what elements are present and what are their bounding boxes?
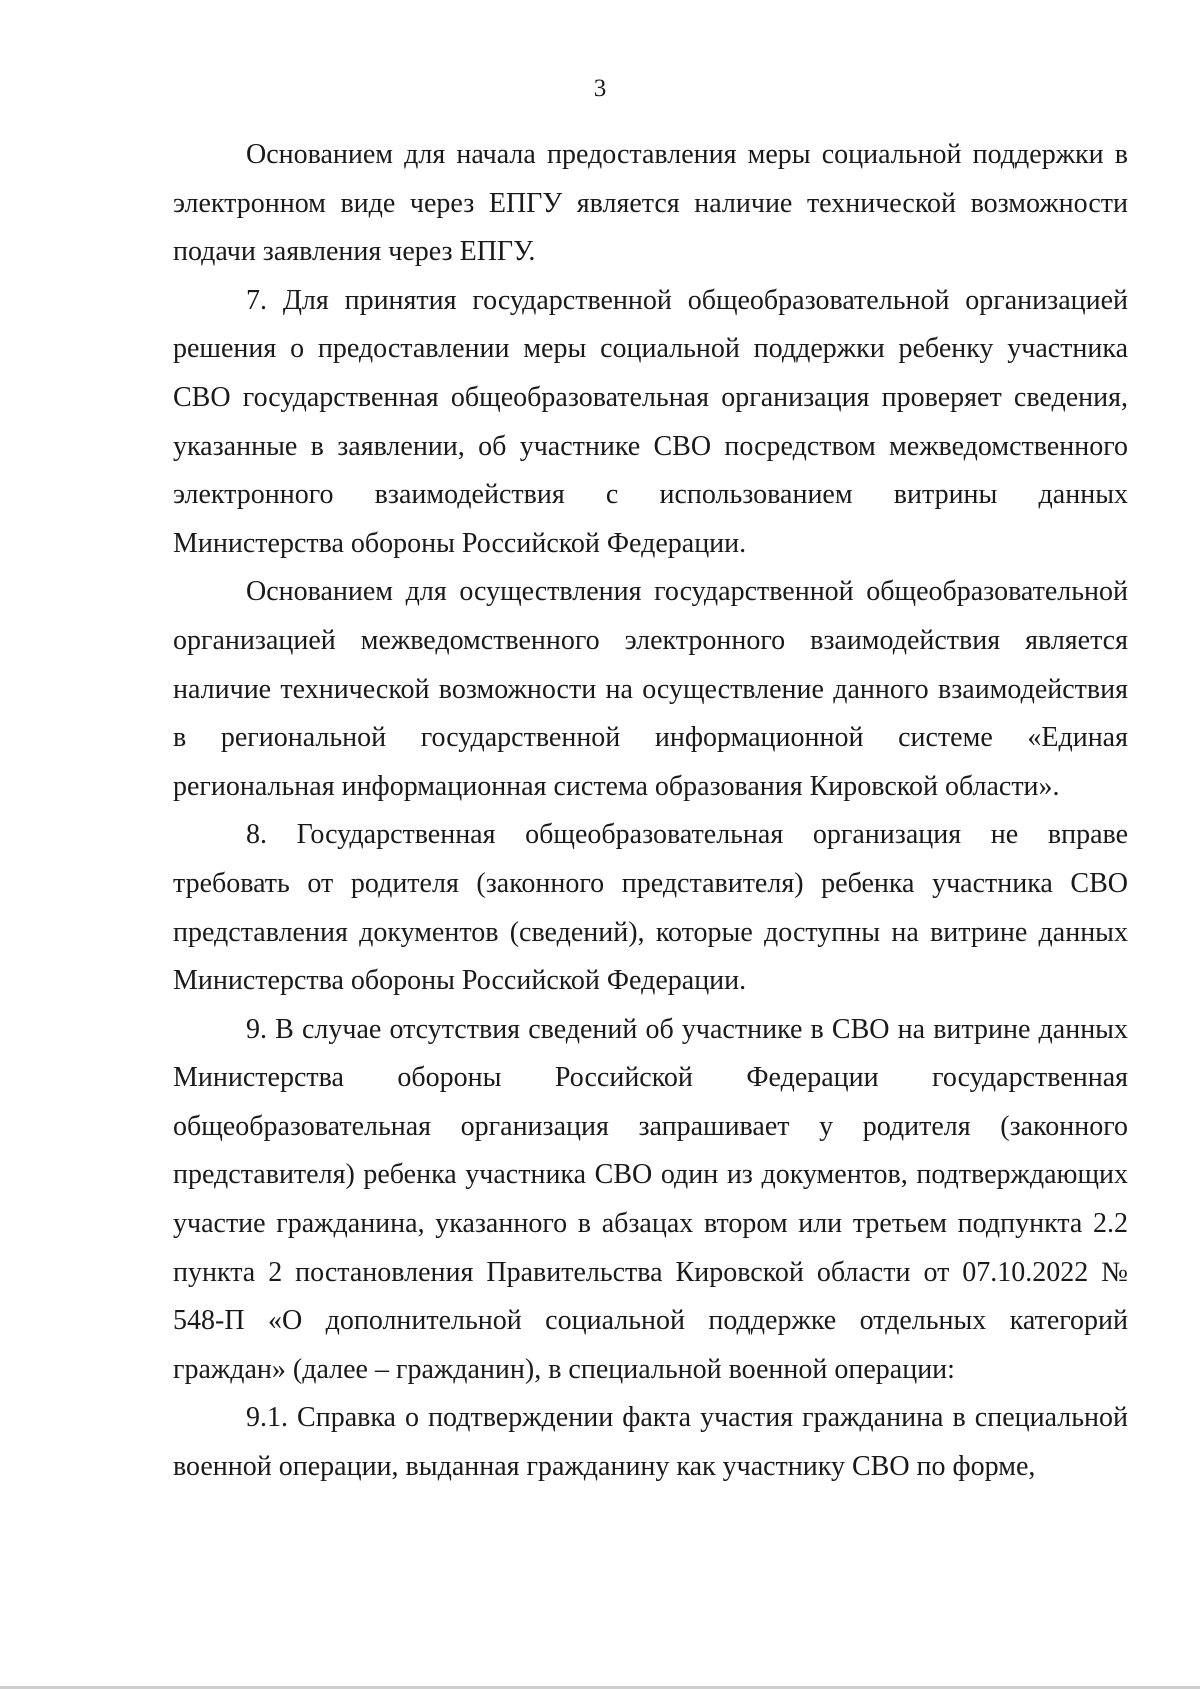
paragraph-interagency-basis: Основанием для осуществления государственной общеобразовательной организацией межведомственного электронного взаимодействия является наличие технической возможности на осуществление данного взаимодействия в региональной государственной информационной системе «Единая региональная информационная система образования Кировской области».	[173, 576, 1128, 802]
paragraph-9-1: 9.1. Справка о подтверждении факта участия гражданина в специальной военной операции, выданная гражданину как участнику СВО по форме,	[173, 1402, 1128, 1483]
paragraph-9: 9. В случае отсутствия сведений об участнике в СВО на витрине данных Министерства обороны Российской Федерации государственная общеобразовательная организация запрашивает у родителя (законного представителя) ребенка участника СВО один из документов, подтверждающих участие гражданина, указанного в абзацах втором или третьем подпункта 2.2 пункта 2 постановления Правительства Кировской области от 07.10.2022 № 548-П «О дополнительной социальной поддержке отдельных категорий граждан» (далее – гражданин), в специальной военной операции:	[173, 1013, 1128, 1385]
page-number: 3	[593, 75, 607, 102]
document-body	[173, 131, 1128, 1492]
paragraph-epgu-basis: Основанием для начала предоставления меры социальной поддержки в электронном виде через ЕПГУ является наличие технической возможности подачи заявления через ЕПГУ.	[173, 139, 1128, 268]
paragraph-8: 8. Государственная общеобразовательная организация не вправе требовать от родителя (законного представителя) ребенка участника СВО представления документов (сведений), которые доступны на витрине данных Министерства обороны Российской Федерации.	[173, 819, 1128, 997]
paragraph-7: 7. Для принятия государственной общеобразовательной организацией решения о предоставлении меры социальной поддержки ребенку участника СВО государственная общеобразовательная организация проверяет сведения, указанные в заявлении, об участнике СВО посредством межведомственного электронного взаимодействия с использованием витрины данных Министерства обороны Российской Федерации.	[173, 284, 1128, 559]
